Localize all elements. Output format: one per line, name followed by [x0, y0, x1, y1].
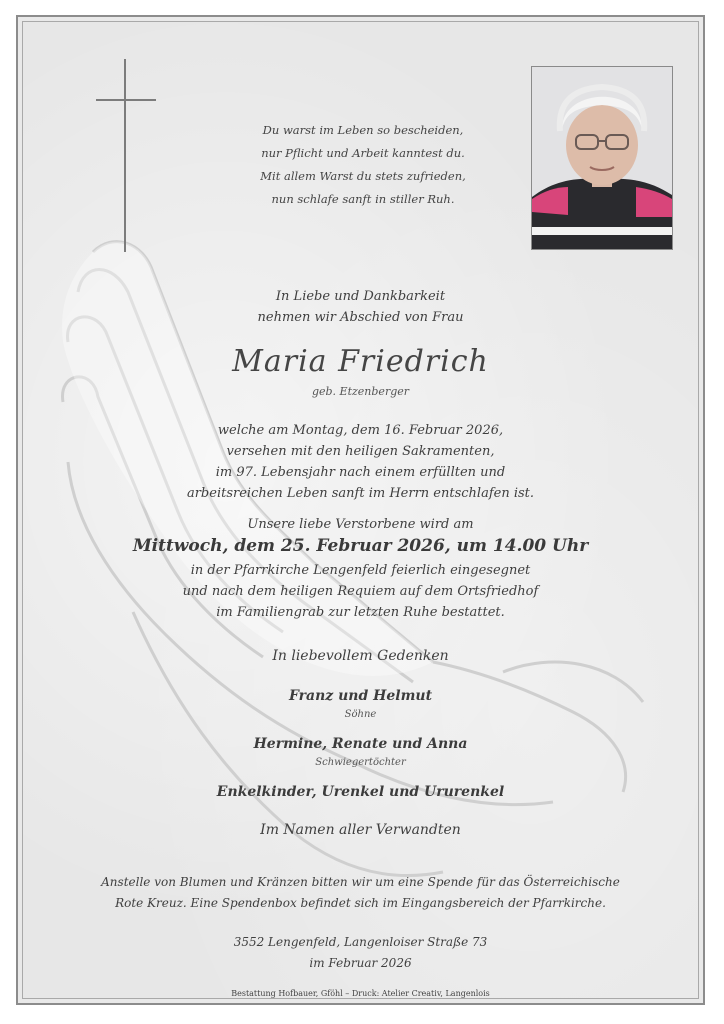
- footer-credits: Bestattung Hofbauer, Gföhl – Druck: Atelier Creativ, Langenlois: [231, 989, 490, 998]
- intro-line: nehmen wir Abschied von Frau: [257, 310, 464, 325]
- poem-line: Du warst im Leben so bescheiden,: [262, 123, 464, 137]
- donation-line: Anstelle von Blumen und Kränzen bitten wir um eine Spende für das Österreichische: [101, 875, 620, 889]
- donation-line: Rote Kreuz. Eine Spendenbox befindet sich im Eingangsbereich der Pfarrkirche.: [115, 896, 606, 910]
- place-date: [23, 932, 698, 974]
- funeral-date: Mittwoch, dem 25. Februar 2026, um 14.00 Uhr: [132, 536, 589, 556]
- funeral-line: und nach dem heiligen Requiem auf dem Ortsfriedhof: [182, 584, 539, 599]
- birth-name: geb. Etzenberger: [311, 385, 410, 398]
- death-line: arbeitsreichen Leben sanft im Herrn entschlafen ist.: [186, 486, 535, 501]
- poem-line: nun schlafe sanft in stiller Ruh.: [271, 192, 455, 206]
- portrait-photo: [531, 66, 673, 250]
- poem-line: Mit allem Warst du stets zufrieden,: [260, 169, 466, 183]
- death-line: im 97. Lebensjahr nach einem erfüllten und: [215, 465, 506, 480]
- portrait-image: [532, 67, 672, 249]
- cross-icon: [124, 59, 126, 252]
- funeral-lead: Unsere liebe Verstorbene wird am: [247, 517, 474, 532]
- family-role: Schwiegertöchter: [315, 757, 406, 768]
- obituary-card: [16, 15, 705, 1005]
- relatives: Im Namen aller Verwandten: [260, 822, 461, 838]
- family-names: Enkelkinder, Urenkel und Ururenkel: [216, 784, 505, 800]
- family-names: Hermine, Renate und Anna: [253, 736, 468, 752]
- month-line: im Februar 2026: [309, 956, 412, 970]
- remembrance: In liebevollem Gedenken: [272, 648, 449, 664]
- poem-line: nur Pflicht und Arbeit kanntest du.: [261, 146, 465, 160]
- address-line: 3552 Lengenfeld, Langenloiser Straße 73: [233, 935, 488, 949]
- card-inner-frame: [22, 21, 699, 999]
- death-notice: [23, 420, 698, 504]
- cross-icon-bar: [96, 99, 156, 101]
- death-line: welche am Montag, dem 16. Februar 2026,: [217, 423, 504, 438]
- intro-line: In Liebe und Dankbarkeit: [275, 289, 446, 304]
- funeral-details: [23, 560, 698, 623]
- funeral-line: in der Pfarrkirche Lengenfeld feierlich eingesegnet: [190, 563, 531, 578]
- poem: [203, 119, 523, 211]
- intro: [23, 286, 698, 328]
- family-names: Franz und Helmut: [288, 688, 433, 704]
- donation-note: [23, 872, 698, 914]
- family-role: Söhne: [344, 709, 377, 720]
- funeral-line: im Familiengrab zur letzten Ruhe bestattet.: [216, 605, 505, 620]
- death-line: versehen mit den heiligen Sakramenten,: [226, 444, 495, 459]
- deceased-name: Maria Friedrich: [232, 344, 489, 379]
